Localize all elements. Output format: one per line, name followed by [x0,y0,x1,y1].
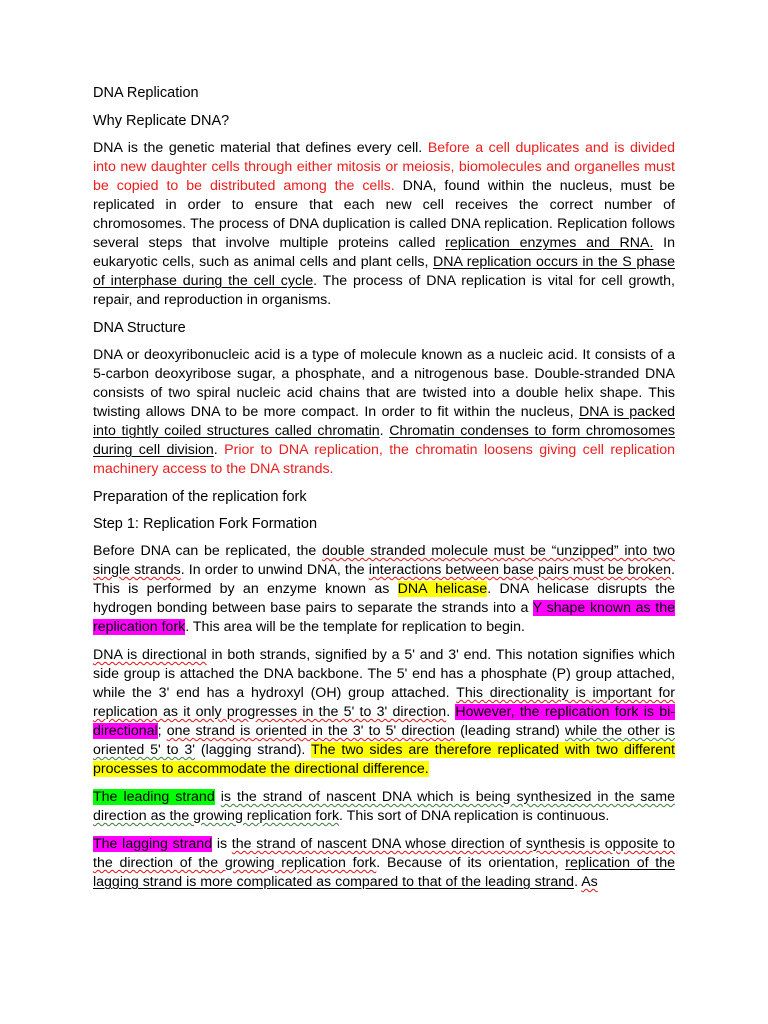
underlined-text-run: the strand of nascent DNA whose direction of synthesis is opposite to the direction of the growing replication fork [93,836,675,871]
heading-preparation: Preparation of the replication fork [93,489,307,505]
text-run: DNA is the genetic material that defines every cell. [93,140,428,156]
text-run: . This is performed by an enzyme known as [93,562,675,597]
text-run: . [574,874,582,890]
text-run: . [446,704,456,720]
text-run: ; [157,723,167,739]
text-run: . [213,442,225,458]
text-run: Before DNA can be replicated, the [93,543,322,559]
text-run: (leading strand) [454,723,565,739]
underlined-text-run: replication enzymes and RNA. [445,235,654,251]
magenta-highlight: The lagging strand [93,836,213,852]
text-run: is [212,836,232,852]
underlined-text-run: This directionality is important for replication as it only progresses in the 5' to 3' direction [93,685,675,720]
magenta-highlight: Y shape known as the replication fork [93,600,675,635]
underlined-text-run: is the strand of nascent DNA which is being synthesized in the same direction as the growing replication fork [93,789,675,824]
document-title: DNA Replication [93,85,199,101]
underlined-text-run: DNA is directional [93,647,207,663]
paragraph-why-replicate [93,139,675,310]
underlined-text-run: DNA replication occurs in the S phase of interphase during the cell cycle [93,254,675,289]
underlined-text-run: interactions between base pairs must be broken [368,562,672,578]
paragraph-directionality [93,646,675,779]
text-run: . Because of its orientation, [376,855,566,871]
heading-why-replicate: Why Replicate DNA? [93,113,230,129]
red-text-run: Before a cell duplicates and is divided into new daughter cells through either mitosis or meiosis, biomolecules and organelles must be copied to be distributed among the cells. [93,140,675,194]
green-highlight: The leading strand [93,789,215,805]
paragraph-leading-strand [93,788,675,826]
underlined-text-run: Chromatin condenses to form chromosomes during cell division [93,423,675,458]
underlined-text-run: As [581,874,598,890]
text-run: . In order to unwind DNA, the [180,562,369,578]
underlined-text-run: replication of the lagging strand is more complicated as compared to that of the leading strand [93,855,675,890]
text-run: . The process of DNA replication is vital for cell growth, repair, and reproduction in organisms. [93,273,675,308]
paragraph-dna-structure [93,346,675,479]
yellow-highlight: DNA helicase [397,581,488,597]
underlined-text-run: double stranded molecule must be “unzipped” into two single strands [93,543,675,578]
underlined-text-run: one strand is oriented in the 3' to 5' direction [166,723,455,739]
paragraph-unzipping [93,542,675,637]
underlined-text-run: DNA is packed into tightly coiled structures called chromatin [93,404,675,439]
text-run: (lagging strand). [195,742,312,758]
heading-dna-structure: DNA Structure [93,320,186,336]
yellow-highlight: The two sides are therefore replicated with two different processes to accommodate the directional difference. [93,742,675,777]
text-run: DNA or deoxyribonucleic acid is a type of molecule known as a nucleic acid. It consists of a 5-carbon deoxyribose sugar, a phosphate, and a nitrogenous base. Double-stranded DNA consists of two spiral nucleic acid chains that are twisted into a double helix shape. This twisting allows DNA to be more compact. In order to fit within the nucleus, [93,347,675,420]
underlined-text-run: while the other is oriented 5' to 3' [93,723,676,758]
red-text-run: Prior to DNA replication, the chromatin loosens giving cell replication machinery access to the DNA strands. [93,442,675,477]
text-run: . DNA helicase disrupts the hydrogen bonding between base pairs to separate the strands into a [93,581,675,616]
heading-step-1: Step 1: Replication Fork Formation [93,516,318,532]
text-run: in both strands, signified by a 5' and 3' end. This notation signifies which side group is attached the DNA backbone. The 5' end has a phosphate (P) group attached, while the 3' end has a hydroxyl (OH) group attached. [93,647,675,701]
text-run: . [379,423,390,439]
paragraph-lagging-strand [93,835,675,892]
text-run: DNA, found within the nucleus, must be replicated in order to ensure that each new cell receives the correct number of chromosomes. The process of DNA duplication is called DNA replication. Replication follows several steps that involve multiple proteins called [93,178,675,251]
text-run: . This area will be the template for replication to begin. [185,619,525,635]
document-body [93,84,675,901]
text-run: . This sort of DNA replication is continuous. [339,808,610,824]
text-run: In eukaryotic cells, such as animal cells and plant cells, [93,235,676,270]
magenta-highlight: However, the replication fork is bi-directional [93,704,676,739]
